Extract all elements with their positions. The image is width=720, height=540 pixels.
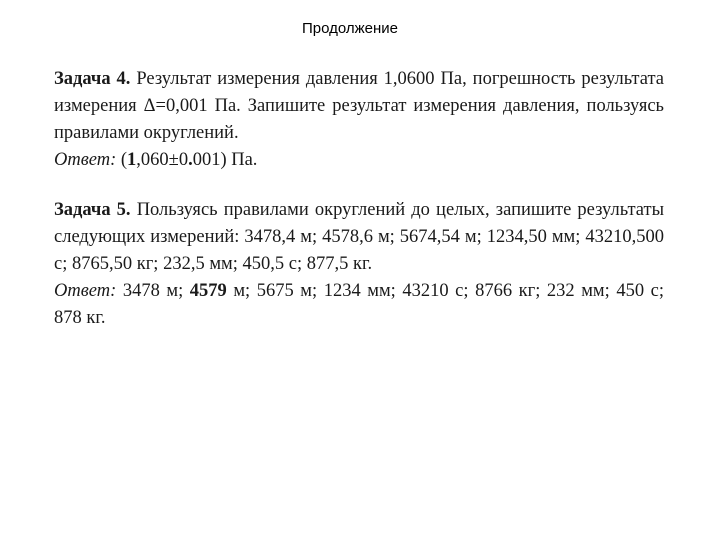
task-5-text: Пользуясь правилами округлений до целых, запишите результаты следующих измерений: 3478,4 м; 4578,6 м; 5674,54 м; 1234,50 мм; 43210,500 с; 8765,50 кг; 232,5 мм; 450,5 с; 877,5 кг. [54, 200, 664, 274]
task-5-label: Задача 5. [54, 200, 131, 220]
answer-part: ( [120, 150, 128, 170]
task-4-text: Результат измерения давления 1,0600 Па, погрешность результата измерения Δ=0,001 Па. Запишите результат измерения давления, пользуясь правилами округлений. [54, 69, 664, 143]
answer-part: 001) Па. [192, 150, 258, 170]
slide-title: Продолжение [301, 20, 399, 37]
answer-part-bold: . [188, 150, 193, 170]
answer-part-bold: 1 [127, 150, 137, 170]
task-4 [54, 66, 664, 174]
task-4-answer-label: Ответ: [54, 150, 117, 170]
task-4-statement [54, 66, 664, 147]
slide-content [54, 66, 664, 332]
task-5-statement [54, 197, 664, 278]
answer-part: 3478 м; [122, 281, 190, 301]
answer-part-bold: 4579 [189, 281, 227, 301]
task-5-answer-label: Ответ: [54, 281, 117, 301]
answer-part: ,060±0 [136, 150, 189, 170]
answer-part: м; 5675 м; 1234 мм; 43210 с; 8766 кг; 232 мм; 450 с; 878 кг. [54, 281, 664, 328]
task-4-answer [54, 147, 664, 174]
task-5 [54, 197, 664, 332]
task-4-label: Задача 4. [54, 69, 131, 89]
task-5-answer [54, 278, 664, 332]
